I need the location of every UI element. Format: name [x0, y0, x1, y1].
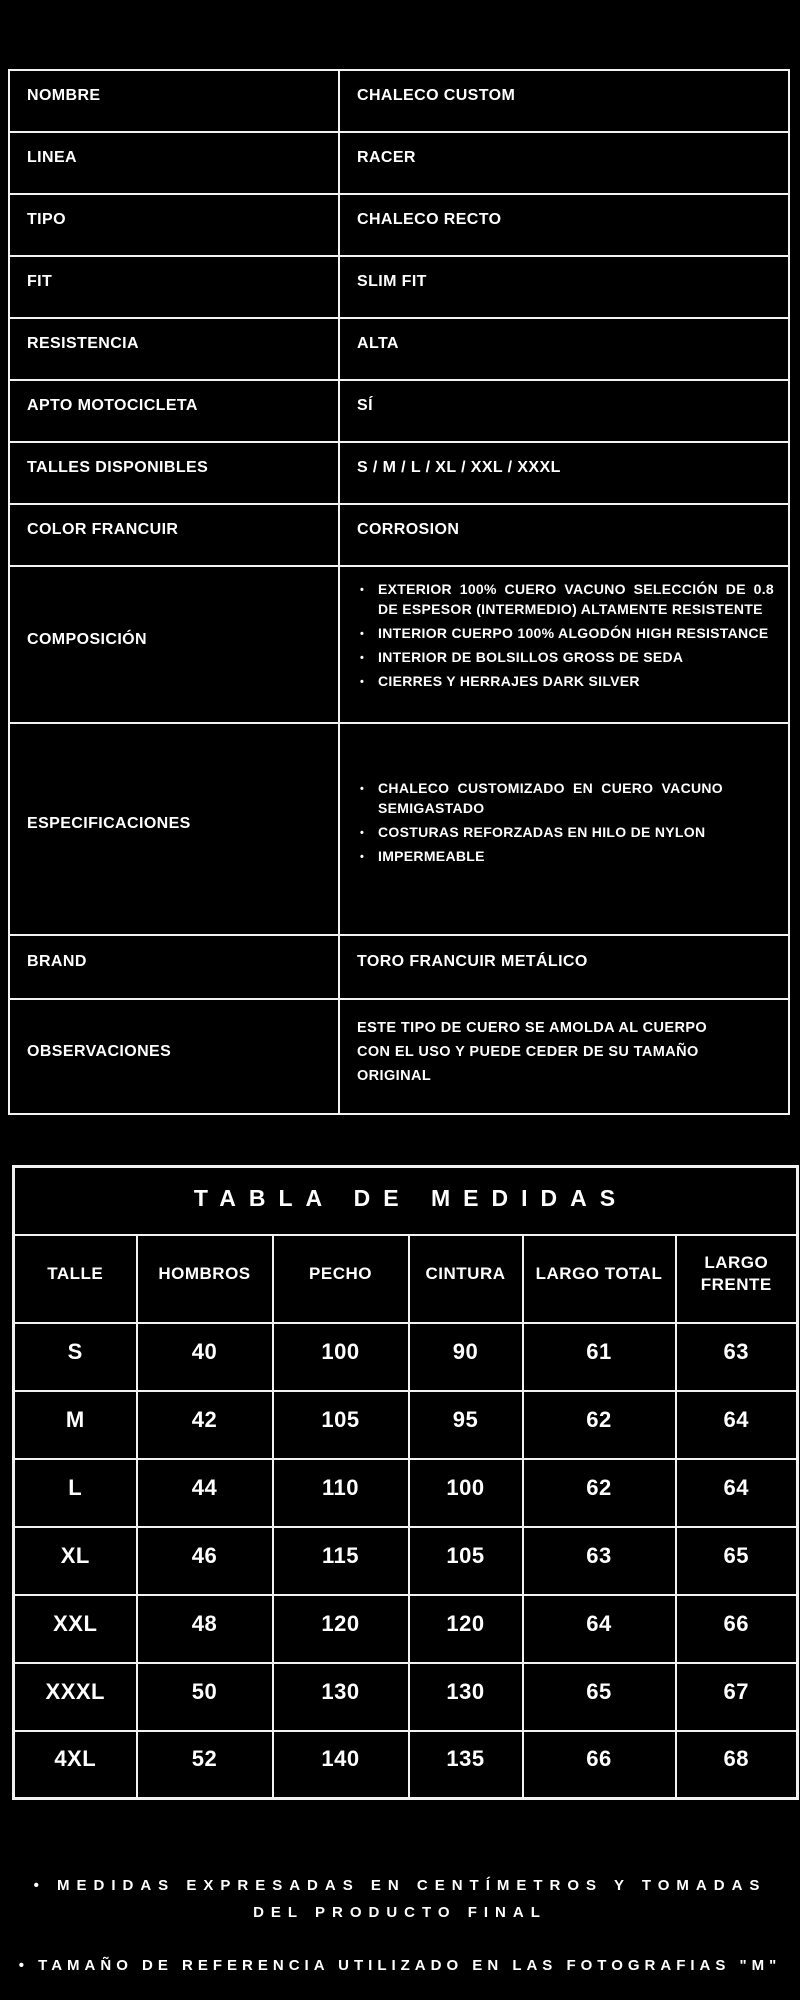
- size-cell: 46: [137, 1527, 273, 1595]
- size-cell: 63: [523, 1527, 676, 1595]
- composicion-list: [339, 566, 789, 723]
- size-cell: 130: [273, 1663, 409, 1731]
- size-cell: L: [14, 1459, 137, 1527]
- size-cell: S: [14, 1323, 137, 1391]
- size-cell: 63: [676, 1323, 798, 1391]
- spec-value: SÍ: [339, 380, 789, 442]
- size-cell: 120: [409, 1595, 523, 1663]
- spec-label: COMPOSICIÓN: [9, 566, 339, 723]
- spec-value: CHALECO RECTO: [339, 194, 789, 256]
- column-header: LARGO TOTAL: [523, 1235, 676, 1323]
- size-cell: 100: [273, 1323, 409, 1391]
- spec-label: ESPECIFICACIONES: [9, 723, 339, 935]
- spec-value: CHALECO CUSTOM: [339, 70, 789, 132]
- bullet-icon: •: [360, 783, 365, 795]
- size-cell: M: [14, 1391, 137, 1459]
- spec-row-linea: [9, 132, 789, 194]
- size-cell: 120: [273, 1595, 409, 1663]
- spec-value: CORROSION: [339, 504, 789, 566]
- size-row-s: [14, 1323, 798, 1391]
- spec-row-observaciones: [9, 999, 789, 1114]
- size-cell: 44: [137, 1459, 273, 1527]
- composicion-item: INTERIOR DE BOLSILLOS GROSS DE SEDA: [378, 649, 684, 665]
- spec-label: LINEA: [9, 132, 339, 194]
- spec-row-tipo: [9, 194, 789, 256]
- note-reference-size: • TAMAÑO DE REFERENCIA UTILIZADO EN LAS FOTOGRAFIAS "M": [18, 1957, 782, 1974]
- size-cell: 64: [676, 1459, 798, 1527]
- especificaciones-list: [339, 723, 789, 935]
- size-row-xxxl: [14, 1663, 798, 1731]
- size-cell: 64: [523, 1595, 676, 1663]
- spec-row-fit: [9, 256, 789, 318]
- spec-label: APTO MOTOCICLETA: [9, 380, 339, 442]
- size-cell: 140: [273, 1731, 409, 1799]
- size-cell: XXXL: [14, 1663, 137, 1731]
- observaciones-value: [339, 999, 789, 1114]
- size-cell: 67: [676, 1663, 798, 1731]
- spec-row-composicion: [9, 566, 789, 723]
- spec-value: RACER: [339, 132, 789, 194]
- spec-row-apto-motocicleta: [9, 380, 789, 442]
- spec-label: TALLES DISPONIBLES: [9, 442, 339, 504]
- spec-label: TIPO: [9, 194, 339, 256]
- spec-label: RESISTENCIA: [9, 318, 339, 380]
- size-cell: 65: [676, 1527, 798, 1595]
- footer-notes: [10, 1872, 790, 1979]
- size-cell: XL: [14, 1527, 137, 1595]
- size-table-title: TABLA DE MEDIDAS: [14, 1167, 798, 1235]
- spec-label: NOMBRE: [9, 70, 339, 132]
- size-cell: 95: [409, 1391, 523, 1459]
- bullet-icon: •: [360, 827, 365, 839]
- bullet-icon: •: [360, 676, 365, 688]
- spec-row-resistencia: [9, 318, 789, 380]
- size-cell: 50: [137, 1663, 273, 1731]
- list-item: [354, 623, 774, 643]
- size-cell: 135: [409, 1731, 523, 1799]
- size-cell: 42: [137, 1391, 273, 1459]
- size-cell: 61: [523, 1323, 676, 1391]
- size-row-l: [14, 1459, 798, 1527]
- brand-value: TORO FRANCUIR METÁLICO: [339, 935, 789, 999]
- size-row-4xl: [14, 1731, 798, 1799]
- spec-label: BRAND: [9, 935, 339, 999]
- size-cell: XXL: [14, 1595, 137, 1663]
- column-header: HOMBROS: [137, 1235, 273, 1323]
- bullet-icon: •: [360, 652, 365, 664]
- list-item: [354, 846, 774, 866]
- size-cell: 68: [676, 1731, 798, 1799]
- spec-row-brand: [9, 935, 789, 999]
- spec-label: OBSERVACIONES: [9, 999, 339, 1114]
- column-header: TALLE: [14, 1235, 137, 1323]
- bullet-icon: •: [360, 851, 365, 863]
- composicion-item: INTERIOR CUERPO 100% ALGODÓN HIGH RESISTANCE: [378, 625, 769, 641]
- spec-row-color: [9, 504, 789, 566]
- size-cell: 115: [273, 1527, 409, 1595]
- size-cell: 64: [676, 1391, 798, 1459]
- size-cell: 66: [676, 1595, 798, 1663]
- spec-row-especificaciones: [9, 723, 789, 935]
- spec-value: ALTA: [339, 318, 789, 380]
- spec-value: SLIM FIT: [339, 256, 789, 318]
- size-cell: 100: [409, 1459, 523, 1527]
- size-table: [12, 1165, 799, 1800]
- size-row-xxl: [14, 1595, 798, 1663]
- size-cell: 90: [409, 1323, 523, 1391]
- list-item: [354, 579, 774, 619]
- size-cell: 40: [137, 1323, 273, 1391]
- size-cell: 66: [523, 1731, 676, 1799]
- bullet-icon: •: [360, 628, 365, 640]
- composicion-item: EXTERIOR 100% CUERO VACUNO SELECCIÓN DE 0.8 DE ESPESOR (INTERMEDIO) ALTAMENTE RESISTENTE: [378, 581, 774, 617]
- composicion-item: CIERRES Y HERRAJES DARK SILVER: [378, 673, 640, 689]
- list-item: [354, 671, 774, 691]
- size-cell: 105: [409, 1527, 523, 1595]
- size-cell: 65: [523, 1663, 676, 1731]
- size-cell: 52: [137, 1731, 273, 1799]
- spec-table: [8, 69, 790, 1115]
- especificaciones-item: COSTURAS REFORZADAS EN HILO DE NYLON: [378, 824, 706, 840]
- size-cell: 62: [523, 1391, 676, 1459]
- size-cell: 4XL: [14, 1731, 137, 1799]
- observaciones-text: ESTE TIPO DE CUERO SE AMOLDA AL CUERPO CON EL USO Y PUEDE CEDER DE SU TAMAÑO ORIGINAL: [357, 1019, 708, 1084]
- column-header: CINTURA: [409, 1235, 523, 1323]
- column-header: PECHO: [273, 1235, 409, 1323]
- especificaciones-item: IMPERMEABLE: [378, 848, 485, 864]
- spec-row-nombre: [9, 70, 789, 132]
- list-item: [354, 822, 774, 842]
- size-cell: 110: [273, 1459, 409, 1527]
- size-cell: 62: [523, 1459, 676, 1527]
- size-row-xl: [14, 1527, 798, 1595]
- spec-label: COLOR FRANCUIR: [9, 504, 339, 566]
- size-cell: 130: [409, 1663, 523, 1731]
- spec-value: S / M / L / XL / XXL / XXXL: [339, 442, 789, 504]
- list-item: [354, 778, 774, 818]
- size-table-header-row: [14, 1235, 798, 1323]
- bullet-icon: •: [360, 584, 365, 596]
- spec-row-talles: [9, 442, 789, 504]
- especificaciones-item: CHALECO CUSTOMIZADO EN CUERO VACUNO SEMIGASTADO: [378, 780, 723, 816]
- spec-label: FIT: [9, 256, 339, 318]
- size-cell: 105: [273, 1391, 409, 1459]
- size-table-title-row: [14, 1167, 798, 1235]
- note-measurements: • MEDIDAS EXPRESADAS EN CENTÍMETROS Y TOMADAS DEL PRODUCTO FINAL: [33, 1877, 767, 1921]
- column-header: LARGO FRENTE: [676, 1235, 798, 1323]
- list-item: [354, 647, 774, 667]
- size-cell: 48: [137, 1595, 273, 1663]
- size-row-m: [14, 1391, 798, 1459]
